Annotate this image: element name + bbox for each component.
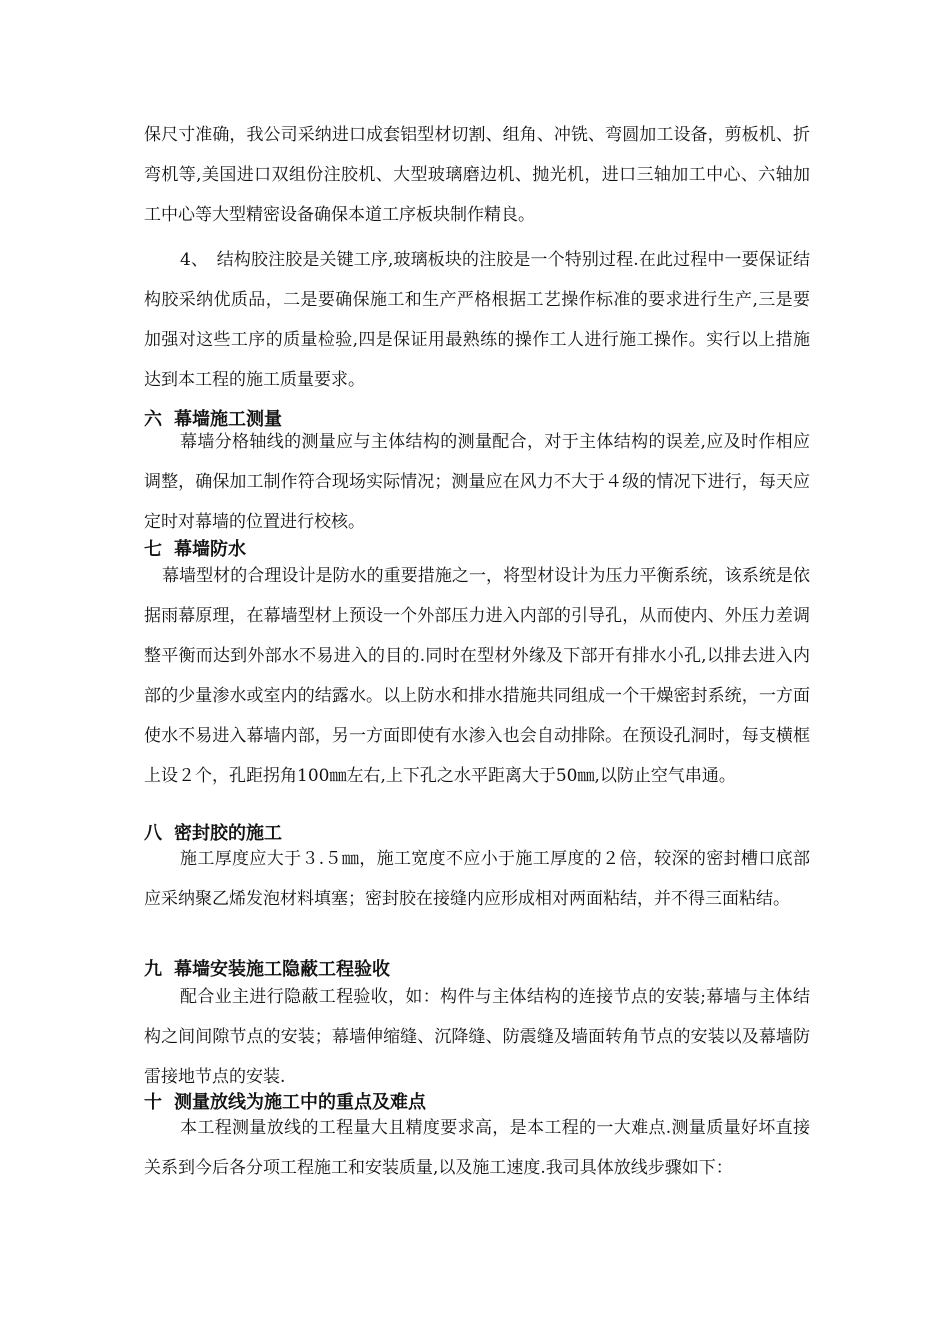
section-number: 六 (144, 409, 162, 430)
section-body-10: 本工程测量放线的工程量大且精度要求高，是本工程的一大难点.测量质量好坏直接关系到今后各分项工程施工和安装质量,以及施工速度.我司具体放线步骤如下： (144, 1118, 810, 1178)
section-body-8: 施工厚度应大于３.５㎜，施工宽度不应小于施工厚度的２倍，较深的密封槽口底部应采纳聚乙烯发泡材料填塞；密封胶在接缝内应形成相对两面粘结，并不得三面粘结。 (144, 849, 810, 909)
section-body-7: 幕墙型材的合理设计是防水的重要措施之一，将型材设计为压力平衡系统，该系统是依据雨幕原理，在幕墙型材上预设一个外部压力进入内部的引导孔，从而使内、外压力差调整平衡而达到外部水不易进入的目的.同时在型材外缘及下部开有排水小孔,以排去进入内部的少量渗水或室内的结露水。以上防水和排水措施共同组成一个干燥密封系统，一方面使水不易进入幕墙内部，另一方面即使有水渗入也会自动排除。在预设孔洞时，每支横框上设２个，孔距拐角100㎜左右,上下孔之水平距离大于50㎜,以防止空气串通。 (144, 566, 810, 786)
section-title: 密封胶的施工 (174, 823, 282, 844)
section-title: 幕墙施工测量 (174, 409, 282, 430)
section-title: 幕墙安装施工隐蔽工程验收 (174, 959, 390, 980)
section-body-9: 配合业主进行隐蔽工程验收，如：构件与主体结构的连接节点的安装;幕墙与主体结构之间间隙节点的安装；幕墙伸缩缝、沉降缝、防震缝及墙面转角节点的安装以及幕墙防雷接地节点的安装. (144, 987, 810, 1087)
section-number: 九 (144, 959, 162, 980)
section-title: 幕墙防水 (174, 539, 246, 560)
paragraph-structural-glue: 4、 结构胶注胶是关键工序,玻璃板块的注胶是一个特别过程.在此过程中一要保证结构胶采纳优质品，二是要确保施工和生产严格根据工艺操作标准的要求进行生产,三是要加强对这些工序的质量检验,四是保证用最熟练的操作工人进行施工操作。实行以上措施达到本工程的施工质量要求。 (144, 250, 810, 390)
paragraph-equipment: 保尺寸准确，我公司采纳进口成套铝型材切割、组角、冲铣、弯圆加工设备，剪板机、折弯机等,美国进口双组份注胶机、大型玻璃磨边机、抛光机，进口三轴加工中心、六轴加工中心等大型精密设备确保本道工序板块制作精良。 (144, 125, 810, 225)
section-number: 八 (144, 823, 162, 844)
section-number: 十 (144, 1092, 162, 1113)
section-body-6: 幕墙分格轴线的测量应与主体结构的测量配合，对于主体结构的误差,应及时作相应调整，确保加工制作符合现场实际情况；测量应在风力不大于４级的情况下进行，每天应定时对幕墙的位置进行校核。 (144, 432, 810, 532)
section-title: 测量放线为施工中的重点及难点 (174, 1092, 426, 1113)
section-number: 七 (144, 539, 162, 560)
